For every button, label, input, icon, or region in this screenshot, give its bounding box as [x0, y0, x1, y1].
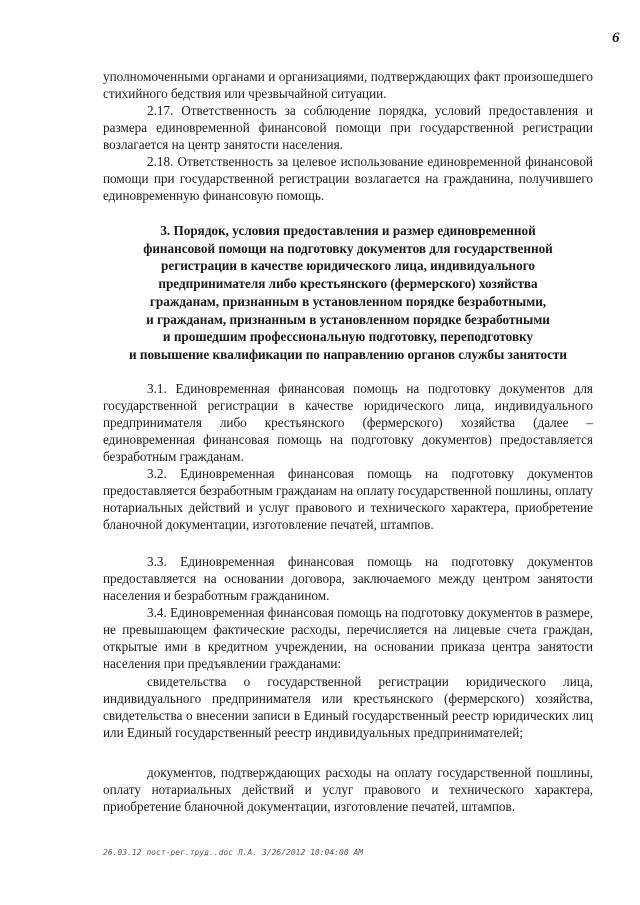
paragraph-3-3: 3.3. Единовременная финансовая помощь на подготовку документов предоставляется на основании договора, заключаемого между центром занятости населения и безработным гражданином. — [103, 554, 593, 603]
heading-line: гражданам, признанным в установленном порядке безработными, — [149, 293, 547, 309]
paragraph-3-1: 3.1. Единовременная финансовая помощь на подготовку документов для государственной регистрации в качестве юридического лица, индивидуального предпринимателя либо крестьянского (фермерского) хозяйства (далее – единовременная финансовая помощь на подготовку документов) предоставляется безработным гражданам. — [103, 381, 593, 464]
paragraph-3-4: 3.4. Единовременная финансовая помощь на подготовку документов в размере, не превышающем фактические расходы, перечисляется на лицевые счета граждан, открытые ими в кредитном учреждении, на основании приказа центра занятости населения при предъявлении гражданами: — [103, 605, 593, 671]
heading-line: регистрации в качестве юридического лица, индивидуального — [161, 258, 535, 274]
paragraph-2-18: 2.18. Ответственность за целевое использование единовременной финансовой помощи при государственной регистрации возлагается на гражданина, получившего единовременную финансовую помощь. — [103, 154, 593, 203]
heading-line: и повышение квалификации по направлению органов службы занятости — [128, 346, 568, 362]
paragraph-continuation: уполномоченными органами и организациями, подтверждающих факт произошедшего стихийного бедствия или чрезвычайной ситуации. — [103, 69, 593, 101]
page-number: 6 — [612, 30, 620, 46]
heading-line: и прошедшим профессиональную подготовку, переподготовку — [162, 329, 534, 345]
heading-line: 3. Порядок, условия предоставления и размер единовременной — [160, 223, 536, 238]
paragraph-3-2: 3.2. Единовременная финансовая помощь на подготовку документов предоставляется безработным гражданам на оплату государственной пошлины, оплату нотариальных действий и услуг правового и технического характера, приобретение бланочной документации, изготовление печатей, штампов. — [103, 466, 593, 532]
paragraph-2-17: 2.17. Ответственность за соблюдение порядка, условий предоставления и размера единовременной финансовой помощи при государственной регистрации возлагается на центр занятости населения. — [103, 103, 593, 152]
section-3-heading — [100, 222, 596, 364]
heading-line: финансовой помощи на подготовку документов для государственной — [143, 240, 553, 256]
heading-line: предпринимателя либо крестьянского (фермерского) хозяйства — [158, 276, 538, 292]
file-footer: 26.03.12 пост-рег.труд..doc Л.А. 3/26/2012 10:04:00 AM — [103, 848, 364, 857]
paragraph-certificates: свидетельства о государственной регистрации юридического лица, индивидуального предпринимателя или крестьянского (фермерского) хозяйства, свидетельства о внесении записи в Единый государственный реестр юридических лиц или Единый государственный реестр индивидуальных предпринимателей; — [103, 674, 593, 740]
heading-line: и гражданам, признанным в установленном порядке безработными — [146, 311, 550, 327]
paragraph-documents: документов, подтверждающих расходы на оплату государственной пошлины, оплату нотариальных действий и услуг правового и технического характера, приобретение бланочной документации, изготовление печатей, штампов. — [103, 765, 593, 814]
